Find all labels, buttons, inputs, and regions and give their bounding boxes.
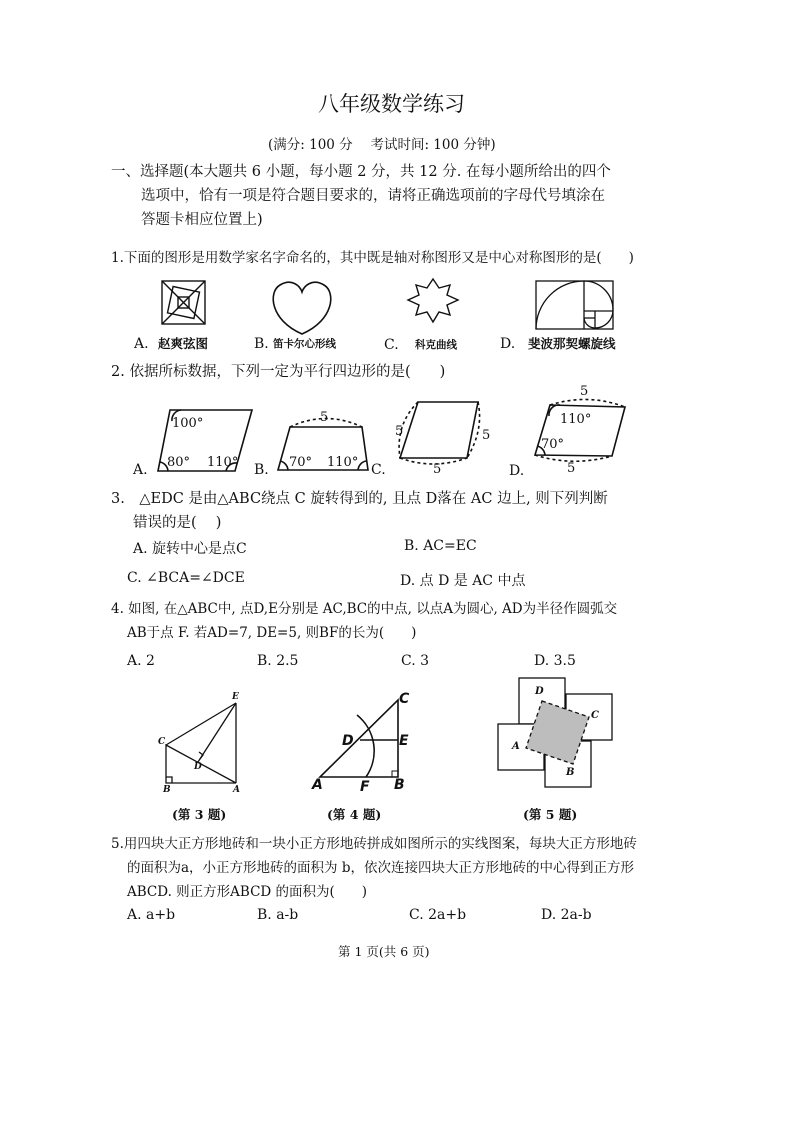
figure-5 xyxy=(498,678,612,787)
fig4-label-e: E xyxy=(399,733,409,749)
q5-option-c: C. 2a+b xyxy=(409,907,467,923)
q3-option-b: B. AC=EC xyxy=(404,538,477,554)
q3-option-c: C. ∠BCA=∠DCE xyxy=(127,570,245,586)
q4-option-d: D. 3.5 xyxy=(534,653,576,669)
q1-option-c-caption: 科克曲线 xyxy=(415,339,457,351)
q2-option-a-letter: A. xyxy=(133,462,148,478)
q4-stem-line2: AB于点 F. 若AD=7, DE=5, 则BF的长为( ) xyxy=(127,625,417,641)
q2-d-side-top: 5 xyxy=(580,384,589,399)
q3-stem-line1: 3. △EDC 是由△ABC绕点 C 旋转得到的, 且点 D落在 AC 边上, 则下列判断 xyxy=(111,491,608,507)
q1-option-a-letter: A. xyxy=(134,336,149,352)
fig3-label-e: E xyxy=(232,692,239,702)
q1-option-a-caption: 赵爽弦图 xyxy=(158,336,209,351)
q5-stem-line1: 5.用四块大正方形地砖和一块小正方形地砖拼成如图所示的实线图案，每块大正方形地砖 xyxy=(111,836,637,852)
fig3-label-d: D xyxy=(194,762,202,772)
fig5-label-b: B xyxy=(566,767,575,778)
q2-d-angle-70: 70° xyxy=(541,437,565,452)
q2-b-angle-70: 70° xyxy=(289,455,313,470)
q4-stem-line1: 4. 如图, 在△ABC中, 点D,E分别是 AC,BC的中点, 以点A为圆心, AD为半径作圆弧交 xyxy=(111,601,618,617)
q1-option-d-letter: D. xyxy=(500,336,516,352)
page-footer: 第 1 页(共 6 页) xyxy=(338,944,430,959)
fig4-label-b: B xyxy=(394,777,405,793)
fig4-label-d: D xyxy=(342,733,354,749)
q4-option-c: C. 3 xyxy=(401,653,430,669)
q2-stem: 2. 依据所标数据，下列一定为平行四边形的是( ) xyxy=(111,364,446,380)
q1-option-b-letter: B. xyxy=(254,336,269,352)
q5-stem-line2: 的面积为a，小正方形地砖的面积为 b，依次连接四块大正方形地砖的中心得到正方形 xyxy=(127,860,634,876)
section-instructions-line3: 答题卡相应位置上) xyxy=(141,212,263,228)
q2-b-angle-110: 110° xyxy=(327,455,359,470)
q2-d-angle-110: 110° xyxy=(560,412,592,427)
figure-4 xyxy=(320,700,398,777)
q3-option-a: A. 旋转中心是点C xyxy=(133,541,247,557)
q2-option-b-letter: B. xyxy=(254,462,269,478)
q2-d-side-bottom: 5 xyxy=(567,461,576,476)
q5-option-d: D. 2a-b xyxy=(541,907,592,923)
q2-a-angle-100: 100° xyxy=(172,416,204,431)
fig4-label-a: A xyxy=(312,777,323,793)
q4-option-a: A. 2 xyxy=(127,653,155,669)
fig5-label-a: A xyxy=(512,741,520,752)
fig5-label-d: D xyxy=(535,686,544,697)
q1-option-c-letter: C. xyxy=(384,337,399,353)
fig3-caption: (第 3 题) xyxy=(172,807,227,822)
q2-b-side-5: 5 xyxy=(320,410,329,425)
fig5-caption: (第 5 题) xyxy=(523,807,578,822)
q2-a-angle-110: 110° xyxy=(207,455,239,470)
page-title: 八年级数学练习 xyxy=(318,92,465,116)
q1-stem: 1.下面的图形是用数学家名字命名的，其中既是轴对称图形又是中心对称图形的是( ) xyxy=(111,250,634,266)
q2-a-angle-80: 80° xyxy=(167,455,191,470)
q1-option-d-caption: 斐波那契螺旋线 xyxy=(528,336,616,351)
q5-option-b: B. a-b xyxy=(257,907,299,923)
q4-option-b: B. 2.5 xyxy=(257,653,299,669)
q2-c-side-left: 5 xyxy=(395,424,404,439)
fig4-caption: (第 4 题) xyxy=(327,807,382,822)
fig4-label-f: F xyxy=(360,779,370,795)
fig5-label-c: C xyxy=(591,710,599,721)
q5-stem-line3: ABCD. 则正方形ABCD 的面积为( ) xyxy=(127,884,368,900)
q3-option-d: D. 点 D 是 AC 中点 xyxy=(400,573,526,589)
fig3-label-b: B xyxy=(163,785,171,795)
q2-c-side-right: 5 xyxy=(482,428,491,443)
fig3-label-a: A xyxy=(233,785,240,795)
exam-info: (满分: 100 分 考试时间: 100 分钟) xyxy=(268,137,496,153)
q2-c-side-bottom: 5 xyxy=(433,462,442,477)
q1-option-b-caption: 笛卡尔心形线 xyxy=(273,338,336,350)
q3-stem-line2: 错误的是( ) xyxy=(133,515,222,531)
q2-option-c-letter: C. xyxy=(371,462,386,478)
section-instructions-line2: 选项中，恰有一项是符合题目要求的，请将正确选项前的字母代号填涂在 xyxy=(141,188,605,204)
q5-option-a: A. a+b xyxy=(127,907,176,923)
fig3-label-c: C xyxy=(158,737,166,747)
fig4-label-c: C xyxy=(399,691,410,707)
q2-option-d-letter: D. xyxy=(509,463,525,479)
section-instructions-line1: 一、选择题(本大题共 6 小题，每小题 2 分，共 12 分. 在每小题所给出的四个 xyxy=(111,164,611,180)
